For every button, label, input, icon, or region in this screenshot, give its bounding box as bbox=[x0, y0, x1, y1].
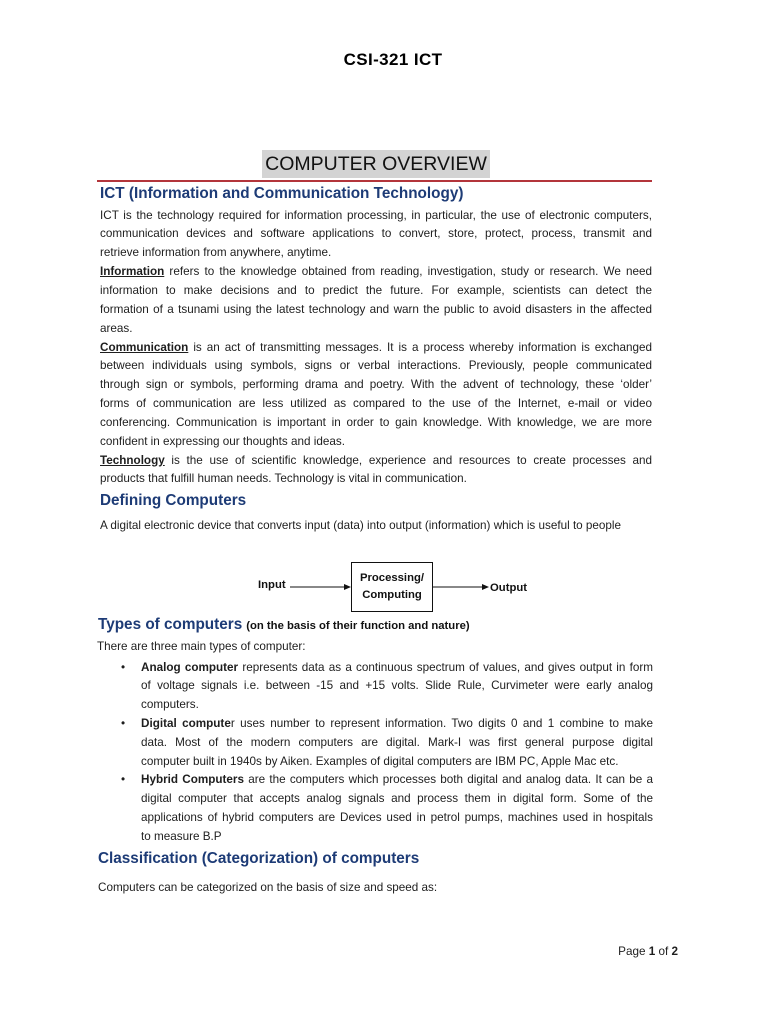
footer-page-number: 1 bbox=[648, 945, 656, 958]
ict-definition-line: ICT is the technology required for information processing, in particular, the use of electronic computers, bbox=[100, 208, 652, 222]
output-arrow bbox=[432, 582, 490, 592]
page-number-footer bbox=[618, 944, 678, 960]
list-item-digital bbox=[121, 715, 653, 771]
input-arrow bbox=[289, 582, 352, 592]
communication-paragraph-line: conferencing. Communication is important in order to gain knowledge. With knowledge, we are more bbox=[100, 415, 652, 429]
processing-box bbox=[351, 562, 433, 612]
list-item-line bbox=[141, 659, 653, 678]
list-item-hybrid bbox=[121, 771, 653, 846]
digital-text: r uses number to represent information. Two digits 0 and 1 combine to make bbox=[230, 716, 653, 730]
section-heading-ict: ICT (Information and Communication Technology) bbox=[100, 185, 464, 202]
analog-term: Analog computer bbox=[141, 660, 239, 674]
list-item-analog bbox=[121, 659, 653, 715]
section-heading-defining-computers: Defining Computers bbox=[100, 492, 247, 509]
document-title: COMPUTER OVERVIEW bbox=[262, 150, 490, 178]
information-paragraph-line bbox=[100, 263, 652, 282]
communication-term: Communication bbox=[100, 340, 189, 354]
processing-box-line: Computing bbox=[362, 589, 422, 601]
diagram-input-label: Input bbox=[258, 579, 286, 591]
communication-paragraph-line: between individuals using symbols, signs or verbal interactions. Previously, people communicated bbox=[100, 359, 652, 373]
footer-page-label: Page bbox=[618, 945, 646, 958]
information-term: Information bbox=[100, 265, 165, 279]
diagram-output-label: Output bbox=[490, 582, 528, 594]
hybrid-text: are the computers which processes both digital and analog data. It can be a bbox=[243, 773, 653, 787]
communication-paragraph-line: confident in expressing our thoughts and ideas. bbox=[100, 434, 345, 448]
list-item-line bbox=[141, 771, 653, 790]
list-item-line: computer built in 1940s by Aiken. Examples of digital computers are IBM PC, Apple Mac etc. bbox=[141, 754, 619, 768]
footer-of-label: of bbox=[658, 945, 669, 958]
list-item-line: to measure B.P bbox=[141, 829, 222, 843]
computer-definition: A digital electronic device that converts input (data) into output (information) which is useful to people bbox=[100, 518, 622, 532]
technology-term: Technology bbox=[100, 453, 165, 467]
ict-definition-line: retrieve information from anywhere, anytime. bbox=[100, 246, 332, 260]
classification-intro: Computers can be categorized on the basis of size and speed as: bbox=[98, 880, 438, 894]
types-heading-text: Types of computers bbox=[98, 616, 243, 633]
types-intro: There are three main types of computer: bbox=[97, 639, 306, 653]
digital-term: Digital compute bbox=[141, 716, 231, 730]
section-heading-classification: Classification (Categorization) of computers bbox=[98, 850, 420, 867]
information-paragraph-line: information to make decisions and to predict the future. For example, scientists can detect the bbox=[100, 283, 652, 297]
information-paragraph-line: areas. bbox=[100, 321, 133, 335]
communication-paragraph-line: through sign or symbols, performing drama and poetry. With the advent of technology, these ‘older’ bbox=[100, 378, 652, 392]
footer-page-count: 2 bbox=[671, 945, 678, 958]
information-paragraph-line: formation of a tsunami using the latest technology and warn the public to avoid disasters in the affected bbox=[100, 302, 652, 316]
section-heading-types bbox=[98, 615, 470, 636]
ict-definition-line: communication devices and software applications to convert, store, protect, process, transmit and bbox=[100, 227, 652, 241]
communication-text: is an act of transmitting messages. It is a process whereby information is exchanged bbox=[188, 340, 652, 354]
page-header: CSI-321 ICT bbox=[343, 50, 443, 69]
types-heading-note: (on the basis of their function and nature) bbox=[246, 620, 470, 632]
computer-types-list bbox=[121, 659, 653, 847]
technology-text: is the use of scientific knowledge, experience and resources to create processes and bbox=[164, 453, 652, 467]
hybrid-term: Hybrid Computers bbox=[141, 773, 244, 787]
list-item-line: computers. bbox=[141, 698, 199, 712]
list-item-line: data. Most of the modern computers are digital. Mark-I was first general purpose digital bbox=[141, 735, 653, 749]
bullet-icon: • bbox=[121, 773, 126, 787]
ict-section-body bbox=[100, 207, 652, 490]
processing-box-line: Processing/ bbox=[359, 572, 425, 584]
list-item-line: digital computer that accepts analog signals and process them in digital form. Some of the bbox=[141, 792, 653, 806]
list-item-line bbox=[141, 715, 653, 734]
list-item-line: of voltage signals i.e. between -15 and +15 volts. Slide Rule, Curvimeter were early analog bbox=[141, 679, 653, 693]
communication-paragraph-line: forms of communication are less utilized as compared to the use of the Internet, e-mail or video bbox=[100, 397, 652, 411]
information-text: refers to the knowledge obtained from reading, investigation, study or research. We need bbox=[164, 265, 652, 279]
bullet-icon: • bbox=[121, 660, 126, 674]
title-rule bbox=[97, 180, 652, 182]
analog-text: represents data as a continuous spectrum of values, and gives output in form bbox=[238, 660, 653, 674]
technology-paragraph-line bbox=[100, 452, 652, 471]
list-item-line: applications of hybrid computers are Devices used in petrol pumps, machines used in hospitals bbox=[141, 810, 653, 824]
communication-paragraph-line bbox=[100, 339, 652, 358]
bullet-icon: • bbox=[121, 716, 126, 730]
technology-paragraph-line: products that fulfill human needs. Technology is vital in communication. bbox=[100, 472, 467, 486]
